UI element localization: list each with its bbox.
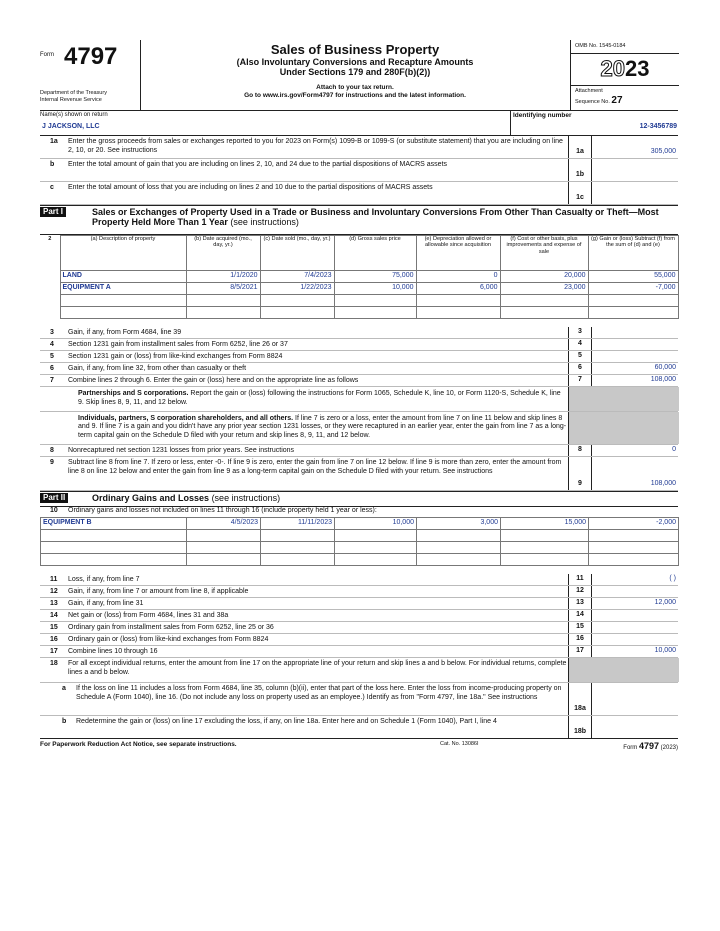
column-header: (c) Date sold (mo., day, yr.) xyxy=(260,236,334,271)
line-7 xyxy=(40,375,678,387)
line-text: Subtract line 8 from line 7. If zero or less, enter -0-. If line 9 is zero, enter the gain from line 7 on line 12 below. If line 9 is more than zero, enter the amount from line 8 on line 12 below and enter the gain from line 9 as a long-term capital gain on the Schedule D filed with your return. See instructions xyxy=(68,458,562,475)
line-number: 3 xyxy=(50,329,54,336)
column-header: (e) Depreciation allowed or allowable since acquisition xyxy=(416,236,500,271)
line-14 xyxy=(40,610,678,622)
shaded-area xyxy=(568,387,679,411)
line-number: 7 xyxy=(50,377,54,384)
omb-number: OMB No. 1545-0184 xyxy=(571,40,679,54)
gain-loss-cell[interactable] xyxy=(589,529,679,541)
gross-sales-cell[interactable]: 10,000 xyxy=(335,517,417,529)
line-text: Section 1231 gain from installment sales from Form 6252, line 26 or 37 xyxy=(68,341,288,348)
shaded-area xyxy=(568,658,679,682)
line-text: For all except individual returns, enter the amount from line 17 on the appropriate line of your return and skip lines a and b below. For individual returns, complete lines a and b below. xyxy=(68,659,567,676)
date-sold-cell[interactable] xyxy=(261,553,335,565)
line-3 xyxy=(40,327,678,339)
department xyxy=(40,90,107,103)
identifying-number-field[interactable]: 12-3456789 xyxy=(639,123,677,130)
date-sold-cell[interactable] xyxy=(260,307,334,319)
form-number: 4797 xyxy=(64,43,118,70)
date-sold-cell[interactable]: 7/4/2023 xyxy=(260,271,334,283)
description-cell[interactable] xyxy=(41,553,187,565)
line-8 xyxy=(40,445,678,457)
part-2-title: Ordinary Gains and Losses (see instructions) xyxy=(92,492,281,503)
cost-basis-cell[interactable] xyxy=(500,307,588,319)
table-row xyxy=(40,283,678,295)
gross-sales-cell[interactable] xyxy=(335,529,417,541)
depreciation-cell[interactable] xyxy=(416,307,500,319)
tax-year xyxy=(571,54,679,87)
line-18a xyxy=(40,683,678,716)
line-13 xyxy=(40,598,678,610)
gross-sales-cell[interactable]: 75,000 xyxy=(334,271,416,283)
cost-basis-cell[interactable]: 15,000 xyxy=(501,517,589,529)
line-box: 18b xyxy=(568,716,592,738)
line-14-amount-field[interactable] xyxy=(590,610,678,621)
line-4 xyxy=(40,339,678,351)
line-6-amount-field[interactable]: 60,000 xyxy=(654,364,676,372)
line-1c xyxy=(40,182,678,205)
line-1b-amount-field[interactable] xyxy=(590,159,678,181)
table-header xyxy=(40,236,678,271)
line-text: Enter the gross proceeds from sales or exchanges reported to you for 2023 on Form(s) 1099-B or 1099-S (or substitute statement) that you are including on line 2, 10, or 20. See instructions xyxy=(68,138,563,154)
line-1a xyxy=(40,136,678,159)
date-sold-cell[interactable] xyxy=(261,541,335,553)
line-text: Gain, if any, from line 32, from other than casualty or theft xyxy=(68,365,247,372)
line-text: Combine lines 2 through 6. Enter the gain or (loss) here and on the appropriate line as follows xyxy=(68,377,359,384)
line-text: Net gain or (loss) from Form 4684, lines 31 and 38a xyxy=(68,611,229,619)
gain-loss-cell[interactable]: 55,000 xyxy=(588,271,678,283)
form-footer xyxy=(40,741,678,753)
individuals-instructions xyxy=(40,412,678,445)
line-5 xyxy=(40,351,678,363)
form-4797 xyxy=(40,40,678,753)
line-box: 6 xyxy=(568,363,592,374)
form-header xyxy=(40,40,678,111)
description-cell[interactable] xyxy=(60,307,186,319)
irs-name: Internal Revenue Service xyxy=(40,96,102,103)
line-number: 1a xyxy=(50,138,58,145)
date-acquired-cell[interactable] xyxy=(186,295,260,307)
part-1-table xyxy=(40,235,679,319)
line-1b xyxy=(40,159,678,182)
line-11-amount-field[interactable]: ( ) xyxy=(669,575,676,582)
depreciation-cell[interactable]: 0 xyxy=(416,271,500,283)
date-acquired-cell[interactable]: 4/5/2023 xyxy=(187,517,261,529)
line-18b xyxy=(40,716,678,739)
table-row xyxy=(41,541,679,553)
table-row xyxy=(40,271,678,283)
date-sold-cell[interactable] xyxy=(261,529,335,541)
line-3-amount-field[interactable] xyxy=(590,327,678,338)
part-2-header xyxy=(40,491,678,507)
sequence-number: 27 xyxy=(611,94,623,106)
description-cell[interactable] xyxy=(41,529,187,541)
line-number: b xyxy=(62,717,67,725)
line-box: 1b xyxy=(568,159,592,181)
date-sold-cell[interactable] xyxy=(260,295,334,307)
line-5-amount-field[interactable] xyxy=(590,351,678,362)
paperwork-notice: For Paperwork Reduction Act Notice, see separate instructions. xyxy=(40,740,237,748)
gain-loss-cell[interactable] xyxy=(589,541,679,553)
line-18b-amount-field[interactable] xyxy=(590,716,678,738)
line-text: Nonrecaptured net section 1231 losses from prior years. See instructions xyxy=(68,446,295,454)
line-box: 3 xyxy=(568,327,592,338)
part-2-tag: Part II xyxy=(40,493,68,503)
table-row xyxy=(41,553,679,565)
partnerships-text: Report the gain or (loss) following the instructions for Form 1065, Schedule K, line 10, or Form 1120-S, Schedule K, line 9. Skip lines 8, 9, 11, and 12 below. xyxy=(78,390,561,406)
line-text: Redetermine the gain or (loss) on line 17 excluding the loss, if any, on line 18a. Enter here and on Schedule 1 (Form 1040), Part I, line 4 xyxy=(76,717,497,725)
line-text: Combine lines 10 through 16 xyxy=(68,647,158,655)
date-sold-cell[interactable]: 11/11/2023 xyxy=(261,517,335,529)
attach-note: Attach to your tax return. xyxy=(316,84,394,92)
line-number: 14 xyxy=(50,611,58,619)
line-8-amount-field[interactable]: 0 xyxy=(672,446,676,453)
line-4-amount-field[interactable] xyxy=(590,339,678,350)
form-subtitle-2: Under Sections 179 and 280F(b)(2)) xyxy=(279,67,431,78)
description-cell[interactable] xyxy=(41,541,187,553)
part-1-title: Sales or Exchanges of Property Used in a Trade or Business and Involuntary Conversions From Other Than Casualty or Theft—Most Property Held More Than 1 Year (see instructions) xyxy=(92,207,659,228)
line-number: a xyxy=(62,684,66,692)
gain-loss-cell[interactable] xyxy=(588,295,678,307)
line-box: 17 xyxy=(568,646,592,657)
line-text: If the loss on line 11 includes a loss from Form 4684, line 35, column (b)(ii), enter that part of the loss here. Enter the loss from income-producing property on Schedule A (Form 1040), line 16. (Do not include any loss on property used as an employee.) Identify as from "Form 4797, line 18a." See instructions xyxy=(76,684,562,701)
form-word: Form xyxy=(40,52,54,58)
line-17 xyxy=(40,646,678,658)
depreciation-cell[interactable] xyxy=(416,295,500,307)
cost-basis-cell[interactable] xyxy=(501,553,589,565)
line-text: Gain, if any, from Form 4684, line 39 xyxy=(68,329,182,336)
line-box: 16 xyxy=(568,634,592,645)
attachment-label: Attachment xyxy=(575,88,603,95)
gross-sales-cell[interactable] xyxy=(335,541,417,553)
line-12 xyxy=(40,586,678,598)
id-label: Identifying number xyxy=(513,112,572,119)
line-number: 4 xyxy=(50,341,54,348)
description-cell[interactable]: EQUIPMENT B xyxy=(41,517,187,529)
part-1-tag: Part I xyxy=(40,207,66,217)
line-box: 7 xyxy=(568,375,592,386)
line-16 xyxy=(40,634,678,646)
line-box: 14 xyxy=(568,610,592,621)
line-number: 8 xyxy=(50,446,54,454)
line-text: Enter the total amount of gain that you are including on lines 2, 10, and 24 due to the partial dispositions of MACRS assets xyxy=(68,161,448,168)
line-9 xyxy=(40,457,678,491)
taxpayer-name-field[interactable]: J JACKSON, LLC xyxy=(42,123,100,130)
gain-loss-cell[interactable] xyxy=(588,307,678,319)
sequence xyxy=(571,86,679,109)
identity-row xyxy=(40,111,678,136)
line-text: Loss, if any, from line 7 xyxy=(68,575,140,583)
line-12-amount-field[interactable] xyxy=(590,586,678,597)
description-cell[interactable]: LAND xyxy=(60,271,186,283)
line-17-amount-field[interactable]: 10,000 xyxy=(654,647,676,654)
cost-basis-cell[interactable]: 20,000 xyxy=(500,271,588,283)
date-acquired-cell[interactable] xyxy=(187,553,261,565)
line-number: 10 xyxy=(50,506,58,514)
line-box: 5 xyxy=(568,351,592,362)
table-row xyxy=(41,529,679,541)
line-box: 1a xyxy=(568,136,592,158)
cost-basis-cell[interactable] xyxy=(501,541,589,553)
date-sold-cell[interactable]: 1/22/2023 xyxy=(260,283,334,295)
line-text: Ordinary gain from installment sales from Form 6252, line 25 or 36 xyxy=(68,623,274,631)
cost-basis-cell[interactable] xyxy=(501,529,589,541)
gross-sales-cell[interactable] xyxy=(334,295,416,307)
line-number: 17 xyxy=(50,647,58,655)
line-7-amount-field[interactable]: 108,000 xyxy=(650,376,676,384)
line-1c-amount-field[interactable] xyxy=(590,182,678,204)
line-1a-amount-field[interactable]: 305,000 xyxy=(650,148,676,156)
individuals-bold: Individuals, partners, S corporation shareholders, and all others. xyxy=(78,414,294,422)
column-header: (g) Gain or (loss) Subtract (f) from the sum of (d) and (e) xyxy=(588,236,678,271)
shaded-area xyxy=(568,412,679,444)
goto-note: Go to www.irs.gov/Form4797 for instructions and the latest information. xyxy=(244,92,466,100)
gross-sales-cell[interactable] xyxy=(334,307,416,319)
form-subtitle-1: (Also Involuntary Conversions and Recapture Amounts xyxy=(236,57,474,68)
line-10 xyxy=(40,507,678,517)
partnerships-bold: Partnerships and S corporations. xyxy=(78,390,189,397)
column-header: (d) Gross sales price xyxy=(334,236,416,271)
line-box: 8 xyxy=(568,445,592,456)
description-cell[interactable] xyxy=(60,295,186,307)
year-prefix: 20 xyxy=(600,55,625,81)
omb-box xyxy=(570,40,679,110)
sequence-label: Sequence No. xyxy=(575,98,610,105)
date-acquired-cell[interactable]: 8/5/2021 xyxy=(186,283,260,295)
date-acquired-cell[interactable] xyxy=(187,541,261,553)
line-text: Ordinary gains and losses not included on lines 11 through 16 (include property held 1 year or less): xyxy=(68,506,377,514)
column-header: (b) Date acquired (mo., day, yr.) xyxy=(186,236,260,271)
line-number: 16 xyxy=(50,635,58,643)
table-row xyxy=(40,295,678,307)
description-cell[interactable]: EQUIPMENT A xyxy=(60,283,186,295)
spacer xyxy=(40,566,678,574)
line-number: 5 xyxy=(50,353,54,360)
line-text: Gain, if any, from line 7 or amount from line 8, if applicable xyxy=(68,587,249,595)
line-18a-amount-field[interactable] xyxy=(590,683,678,715)
line-number: 2 xyxy=(48,235,52,242)
cost-basis-cell[interactable] xyxy=(500,295,588,307)
gross-sales-cell[interactable] xyxy=(335,553,417,565)
line-6 xyxy=(40,363,678,375)
gain-loss-cell[interactable] xyxy=(589,553,679,565)
line-13-amount-field[interactable]: 12,000 xyxy=(654,599,676,606)
line-box: 11 xyxy=(568,574,592,585)
line-18 xyxy=(40,658,678,683)
line-number: 11 xyxy=(50,575,58,583)
table-row xyxy=(40,307,678,319)
year-suffix: 23 xyxy=(625,55,650,81)
identifying-number-box xyxy=(510,111,679,135)
line-box: 1c xyxy=(568,182,592,204)
line-number: c xyxy=(50,184,54,191)
catalog-number: Cat. No. 13086I xyxy=(440,740,479,747)
form-title: Sales of Business Property xyxy=(270,42,440,57)
form-id-box xyxy=(40,40,141,110)
date-acquired-cell[interactable] xyxy=(186,307,260,319)
line-box: 4 xyxy=(568,339,592,350)
gross-sales-cell[interactable]: 10,000 xyxy=(334,283,416,295)
line-box: 9 xyxy=(568,457,592,490)
spacer xyxy=(40,319,678,327)
part-2-table xyxy=(40,517,679,566)
department-name: Department of the Treasury xyxy=(40,90,107,96)
line-text: Gain, if any, from line 31 xyxy=(68,599,144,607)
line-box: 15 xyxy=(568,622,592,633)
line-number: 12 xyxy=(50,587,58,595)
depreciation-cell[interactable]: 3,000 xyxy=(417,517,501,529)
line-9-amount-field[interactable]: 108,000 xyxy=(650,480,676,487)
line-15-amount-field[interactable] xyxy=(590,622,678,633)
gain-loss-cell[interactable]: -2,000 xyxy=(589,517,679,529)
line-number: 9 xyxy=(50,458,54,466)
individuals-text: If line 7 is zero or a loss, enter the amount from line 7 on line 11 below and skip lines 8 and 9. If line 7 is a gain and you didn't have any prior year section 1231 losses, or they were recaptured in an earlier year, enter the gain from line 7 as a long-term capital gain on the Schedule D filed with your return and skip lines 8, 9, 11, and 12 below. xyxy=(78,414,567,439)
depreciation-cell[interactable] xyxy=(417,541,501,553)
depreciation-cell[interactable]: 6,000 xyxy=(416,283,500,295)
cost-basis-cell[interactable]: 23,000 xyxy=(500,283,588,295)
line-text: Enter the total amount of loss that you are including on lines 2 and 10 due to the partial dispositions of MACRS assets xyxy=(68,184,433,191)
partnerships-instructions xyxy=(40,387,678,412)
footer-form-id: Form 4797 (2023) xyxy=(623,740,678,751)
line-11 xyxy=(40,574,678,586)
date-acquired-cell[interactable]: 1/1/2020 xyxy=(186,271,260,283)
title-box xyxy=(140,40,570,110)
depreciation-cell[interactable] xyxy=(417,553,501,565)
date-acquired-cell[interactable] xyxy=(187,529,261,541)
part-1-header xyxy=(40,205,678,235)
line-number: 15 xyxy=(50,623,58,631)
table-row xyxy=(41,517,679,529)
gain-loss-cell[interactable]: -7,000 xyxy=(588,283,678,295)
line-text: Section 1231 gain or (loss) from like-kind exchanges from Form 8824 xyxy=(68,353,283,360)
name-label: Name(s) shown on return xyxy=(40,112,108,118)
line-box: 12 xyxy=(568,586,592,597)
line-number: b xyxy=(50,161,55,168)
line-number: 18 xyxy=(50,659,58,667)
line-text: Ordinary gain or (loss) from like-kind exchanges from Form 8824 xyxy=(68,635,269,643)
column-header: (f) Cost or other basis, plus improvements and expense of sale xyxy=(500,236,588,271)
column-header: (a) Description of property xyxy=(60,236,186,271)
line-16-amount-field[interactable] xyxy=(590,634,678,645)
line-number: 13 xyxy=(50,599,58,607)
depreciation-cell[interactable] xyxy=(417,529,501,541)
line-15 xyxy=(40,622,678,634)
line-box: 18a xyxy=(568,683,592,715)
line-box: 13 xyxy=(568,598,592,609)
line-number: 6 xyxy=(50,365,54,372)
